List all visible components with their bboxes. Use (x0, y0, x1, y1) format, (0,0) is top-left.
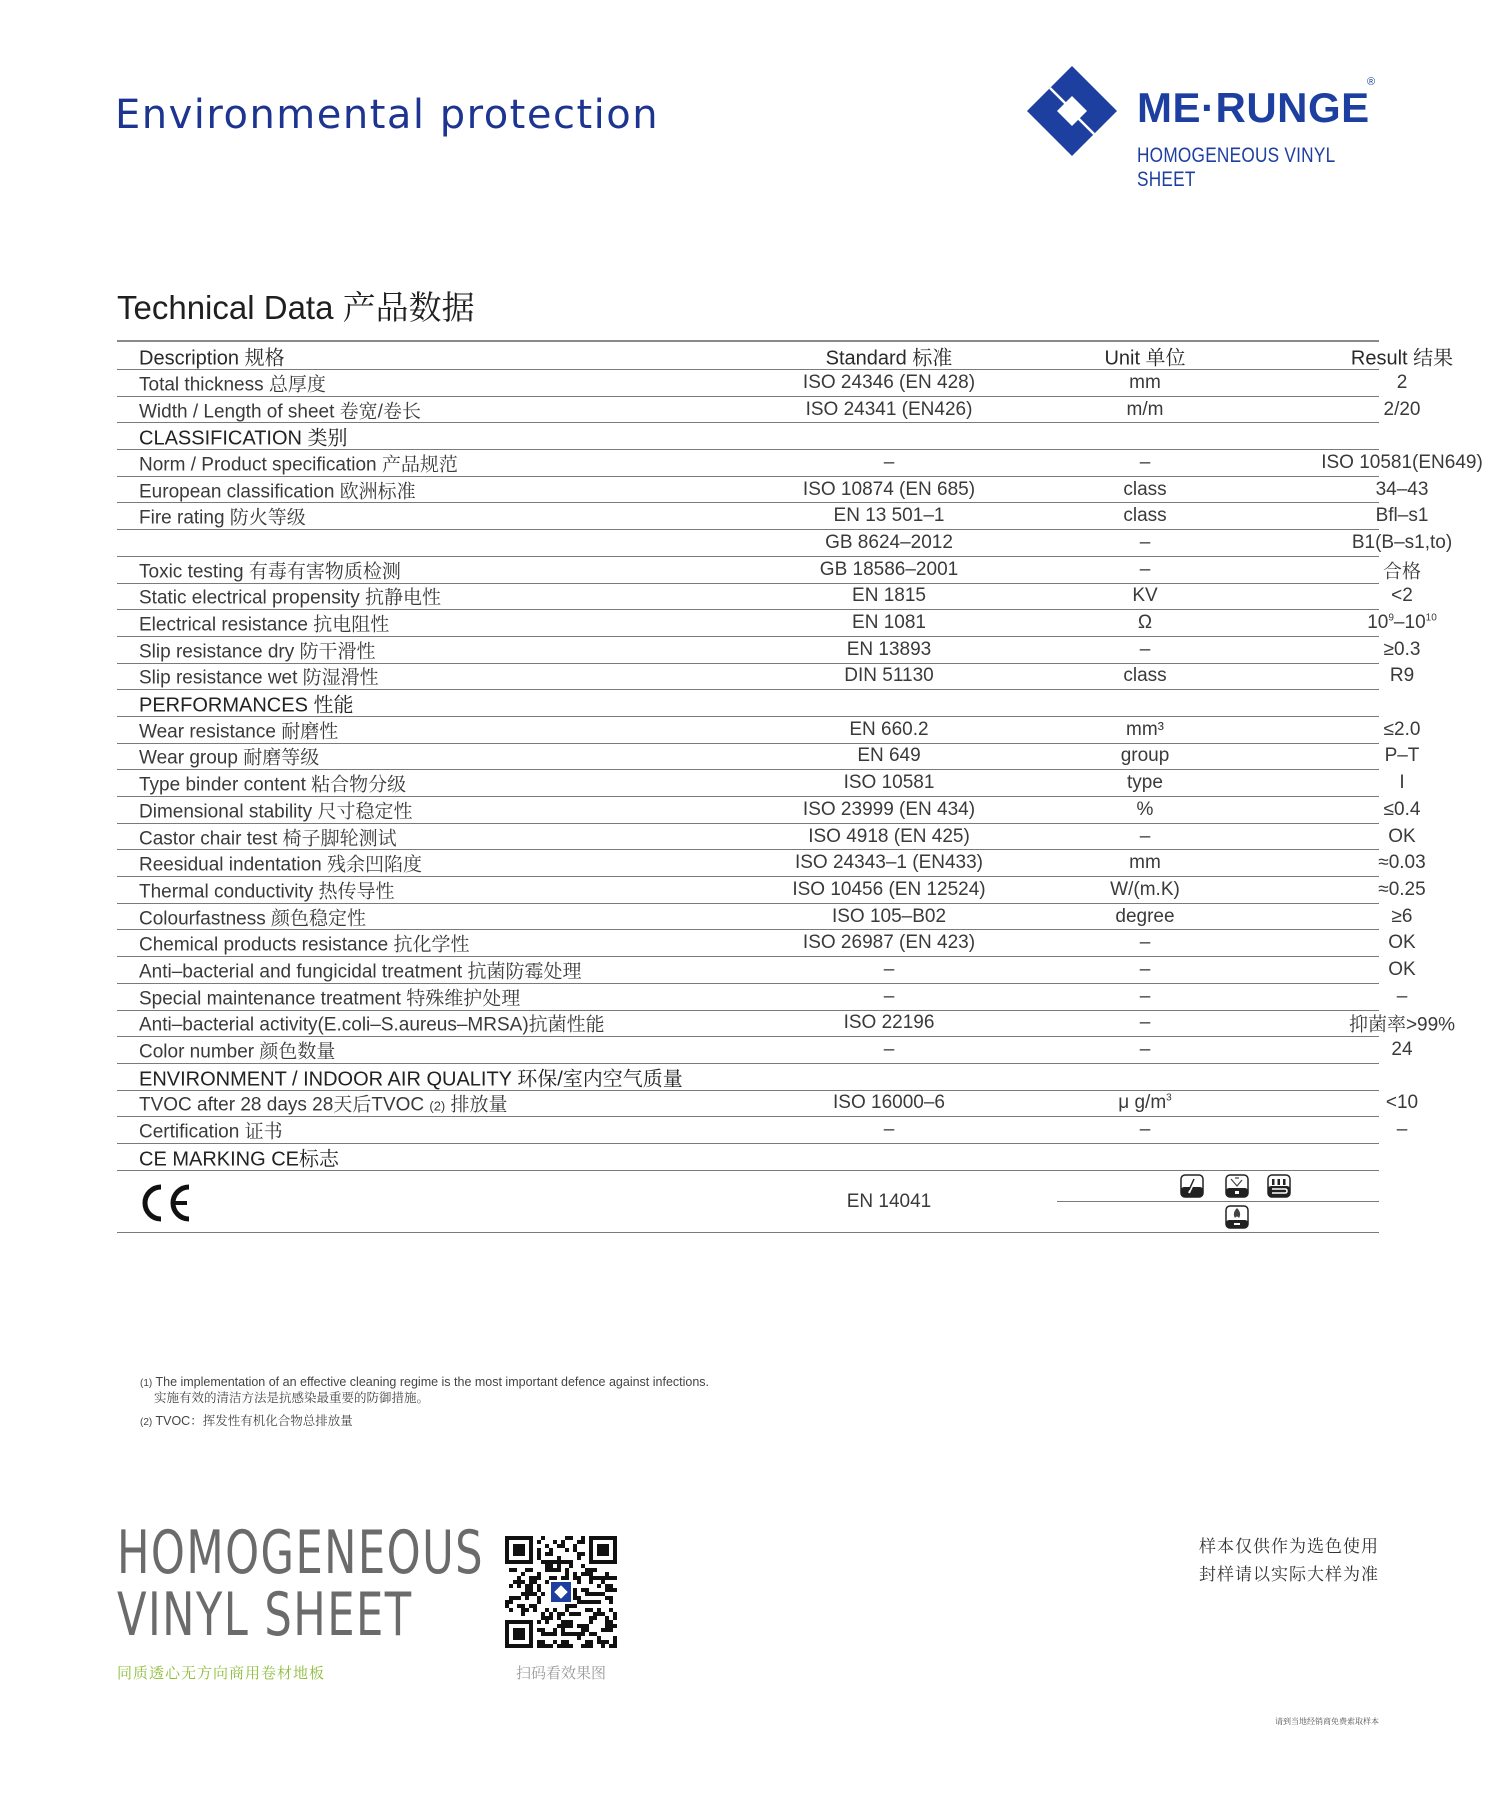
table-section-row (117, 690, 1379, 717)
cell-unit: – (1139, 932, 1151, 954)
header-unit: Unit 单位 (1104, 347, 1186, 369)
cell-result: P–T (1384, 745, 1420, 767)
table-row (117, 664, 1415, 691)
brand-logo (1022, 66, 1382, 191)
cell-unit: – (1139, 958, 1151, 980)
table-row (117, 824, 1416, 851)
sample-note-line1: 样本仅供作为选色使用 (1199, 1537, 1379, 1556)
result-part: 9 (1388, 612, 1394, 624)
header-standard: Standard 标准 (825, 347, 953, 369)
cell-unit: – (1139, 1039, 1151, 1061)
unit-text: μ g/m (1118, 1092, 1167, 1114)
result-part: 10 (1367, 612, 1389, 634)
qr-code[interactable] (505, 1536, 617, 1648)
sample-note-line2: 封样请以实际大样为准 (1199, 1565, 1379, 1584)
table-row (117, 770, 1405, 797)
cell-description: CE MARKING CE标志 (139, 1148, 340, 1171)
cell-standard: DIN 51130 (844, 665, 934, 687)
cell-standard: EN 13893 (846, 638, 932, 660)
footnote-text-en: The implementation of an effective cleaning regime is the most important defence against infections. (155, 1375, 710, 1389)
table-row (117, 530, 1453, 557)
cell-unit: % (1136, 798, 1154, 820)
cell-result: ≥0.3 (1383, 638, 1421, 660)
cell-result: OK (1388, 825, 1416, 847)
cell-result: <2 (1391, 585, 1413, 607)
cell-description: Dimensional stability 尺寸稳定性 (139, 801, 413, 823)
table-row (117, 503, 1429, 530)
footnotes (140, 1375, 709, 1430)
description-text: 排放量 (445, 1094, 508, 1116)
table-section-row (117, 1064, 1379, 1091)
cell-standard: ISO 4918 (EN 425) (808, 825, 970, 847)
cell-standard: GB 18586–2001 (819, 558, 959, 580)
table-row (117, 850, 1426, 877)
cell-result: ≈0.03 (1378, 852, 1426, 874)
product-title (117, 1518, 485, 1650)
ce-marking-row (117, 1171, 1379, 1233)
cell-result: 合格 (1382, 561, 1421, 583)
cell-standard: ISO 23999 (EN 434) (802, 798, 976, 820)
ce-mark-icon (139, 1183, 195, 1223)
table-row (117, 797, 1421, 824)
table-section-row (117, 1144, 1379, 1171)
cell-description: Width / Length of sheet 卷宽/卷长 (139, 401, 421, 423)
table-row (117, 584, 1413, 611)
result-part: 10 (1425, 612, 1437, 624)
cell-unit: – (1139, 1119, 1151, 1141)
cell-standard: – (883, 1119, 895, 1141)
cell-description: Chemical products resistance 抗化学性 (139, 934, 470, 956)
table-row (117, 984, 1408, 1011)
cell-standard: – (883, 985, 895, 1007)
chair-castor-icon (1180, 1174, 1204, 1198)
cell-unit: mm³ (1126, 718, 1164, 740)
product-title-line2: VINYL SHEET (117, 1580, 413, 1650)
description-text: TVOC after 28 days 28天后TVOC (139, 1094, 430, 1116)
cell-description: Special maintenance treatment 特殊维护处理 (139, 988, 521, 1010)
cell-result: I (1399, 772, 1405, 794)
cell-result: 2/20 (1383, 398, 1421, 420)
cell-unit: class (1123, 505, 1167, 527)
cell-description: Anti–bacterial and fungicidal treatment 抗菌防霉处理 (139, 961, 582, 983)
footnote-2 (140, 1414, 709, 1430)
table-row (117, 1091, 1419, 1118)
qr-caption: 扫码看效果图 (515, 1665, 606, 1682)
cell-unit: – (1139, 531, 1151, 553)
cell-result: 24 (1391, 1039, 1413, 1061)
cell-description: Fire rating 防火等级 (139, 507, 306, 529)
cell-standard: ISO 22196 (843, 1012, 935, 1034)
cell-description: Electrical resistance 抗电阻性 (139, 614, 390, 636)
cell-standard: EN 1815 (852, 585, 926, 607)
cell-description: Slip resistance wet 防湿滑性 (139, 667, 379, 689)
cell-description: Certification 证书 (139, 1121, 283, 1143)
cell-unit: group (1120, 745, 1170, 767)
sample-note (1199, 1533, 1379, 1589)
dealer-note: 请到当地经销商免费索取样本 (1275, 1717, 1379, 1726)
table-row (117, 717, 1421, 744)
cell-description: Toxic testing 有毒有害物质检测 (139, 561, 401, 583)
table-row (117, 877, 1426, 904)
footnote-text: TVOC：挥发性有机化合物总排放量 (155, 1414, 353, 1428)
cell-description: Thermal conductivity 热传导性 (139, 881, 395, 903)
table-row (117, 930, 1416, 957)
table-row (117, 904, 1413, 931)
cell-standard: – (883, 958, 895, 980)
cell-result: 抑菌率>99% (1348, 1014, 1456, 1036)
table-row (117, 610, 1437, 637)
cell-standard: EN 1081 (852, 612, 926, 634)
cell-result: Bfl–s1 (1375, 505, 1429, 527)
cell-unit: – (1139, 825, 1151, 847)
cell-result: <10 (1385, 1092, 1419, 1114)
header-description: Description 规格 (139, 347, 285, 369)
cell-standard: ISO 24343–1 (EN433) (794, 852, 983, 874)
cell-unit: KV (1132, 585, 1158, 607)
table-row (117, 557, 1421, 584)
cell-description (139, 1090, 508, 1117)
cell-result: 2 (1396, 371, 1408, 393)
cell-result: – (1396, 985, 1408, 1007)
cell-description: European classification 欧洲标准 (139, 481, 416, 503)
ce-standard: EN 14041 (846, 1190, 932, 1212)
cell-result: OK (1388, 932, 1416, 954)
cell-description: Anti–bacterial activity(E.coli–S.aureus–MRSA)抗菌性能 (139, 1014, 605, 1036)
cell-standard: – (883, 451, 895, 473)
cell-standard: ISO 10456 (EN 12524) (792, 878, 986, 900)
table-row (117, 370, 1408, 397)
table-header-row (117, 340, 1454, 370)
table-row (117, 397, 1421, 424)
cell-unit: – (1139, 985, 1151, 1007)
cell-unit: Ω (1137, 612, 1153, 634)
result-part: 10 (1404, 612, 1426, 634)
table-row (117, 1011, 1456, 1038)
cell-unit: degree (1115, 905, 1175, 927)
cell-result: 34–43 (1375, 478, 1429, 500)
cell-unit: class (1123, 478, 1167, 500)
cell-unit (1047, 1092, 1243, 1114)
foot-traffic-icon (1225, 1174, 1249, 1198)
table-row (117, 477, 1429, 504)
table-row (117, 957, 1416, 984)
cell-unit: – (1139, 558, 1151, 580)
cell-description: Total thickness 总厚度 (139, 374, 326, 396)
cell-description: Color number 颜色数量 (139, 1041, 336, 1063)
footnote-1 (140, 1375, 709, 1391)
table-row (117, 744, 1420, 771)
cell-result: ISO 10581(EN649) (1321, 451, 1483, 473)
footnote-number: (1) (140, 1378, 153, 1389)
cell-unit: class (1123, 665, 1167, 687)
cell-unit: – (1139, 451, 1151, 473)
cell-result: OK (1388, 958, 1416, 980)
cell-result: B1(B–s1,to) (1351, 531, 1453, 553)
cell-standard: ISO 105–B02 (831, 905, 947, 927)
divider (1057, 1201, 1379, 1202)
brand-diamond-icon (1022, 66, 1122, 156)
brand-name: ME·RUNGE (1137, 84, 1370, 131)
footnote-ref: (2) (429, 1098, 446, 1114)
cell-standard: EN 660.2 (849, 718, 929, 740)
cell-description: Wear group 耐磨等级 (139, 747, 320, 769)
table-row (117, 637, 1421, 664)
underfloor-heating-icon (1267, 1174, 1291, 1198)
cell-unit: mm (1129, 371, 1161, 393)
cell-unit: mm (1129, 852, 1161, 874)
cell-description: Colourfastness 颜色稳定性 (139, 908, 367, 930)
cell-description: ENVIRONMENT / INDOOR AIR QUALITY 环保/室内空气质量 (139, 1068, 683, 1091)
unit-exponent: 3 (1166, 1093, 1172, 1105)
section-title: Technical Data 产品数据 (117, 289, 475, 326)
product-title-line1: HOMOGENEOUS (117, 1518, 485, 1588)
table-row (117, 450, 1483, 477)
cell-description: CLASSIFICATION 类别 (139, 427, 348, 450)
cell-standard: ISO 24346 (EN 428) (802, 371, 976, 393)
cell-standard: ISO 10581 (843, 772, 935, 794)
cell-description: PERFORMANCES 性能 (139, 694, 354, 717)
cell-standard: EN 649 (857, 745, 921, 767)
cell-unit: – (1139, 638, 1151, 660)
cell-unit: type (1127, 772, 1163, 794)
cell-description: Type binder content 粘合物分级 (139, 774, 407, 796)
cell-description: Norm / Product specification 产品规范 (139, 454, 458, 476)
technical-data-table (117, 340, 1483, 1233)
cell-result: ≥6 (1391, 905, 1413, 927)
registered-mark: ® (1367, 76, 1376, 88)
fire-rating-icon (1225, 1205, 1249, 1229)
cell-result (1262, 612, 1496, 634)
cell-standard: ISO 10874 (EN 685) (802, 478, 976, 500)
table-row (117, 1117, 1408, 1144)
cell-standard: GB 8624–2012 (825, 531, 953, 553)
product-subtitle: 同质透心无方向商用卷材地板 (117, 1665, 326, 1682)
footnote-number: (2) (140, 1417, 153, 1428)
brand-tagline: HOMOGENEOUS VINYL SHEET (1137, 144, 1335, 191)
cell-unit: m/m (1126, 398, 1164, 420)
cell-description: Castor chair test 椅子脚轮测试 (139, 828, 397, 850)
cell-standard: ISO 24341 (EN426) (805, 398, 973, 420)
cell-result: R9 (1389, 665, 1415, 687)
cell-standard: EN 13 501–1 (833, 505, 945, 527)
result-part: – (1393, 612, 1405, 634)
table-section-row (117, 423, 1379, 450)
cell-result: ≤0.4 (1383, 798, 1421, 820)
cell-description: Static electrical propensity 抗静电性 (139, 587, 441, 609)
cell-result: ≤2.0 (1383, 718, 1421, 740)
cell-unit: – (1139, 1012, 1151, 1034)
page-heading: Environmental protection (115, 92, 660, 138)
cell-description: Wear resistance 耐磨性 (139, 721, 339, 743)
footnote-text-cn: 实施有效的清洁方法是抗感染最重要的防御措施。 (154, 1391, 430, 1405)
cell-standard: ISO 26987 (EN 423) (802, 932, 976, 954)
cell-description: Reesidual indentation 残余凹陷度 (139, 854, 423, 876)
cell-standard: – (883, 1039, 895, 1061)
header-result: Result 结果 (1350, 347, 1454, 369)
cell-description: Slip resistance dry 防干滑性 (139, 641, 376, 663)
cell-result: – (1396, 1119, 1408, 1141)
cell-standard: ISO 16000–6 (833, 1092, 945, 1114)
cell-result: ≈0.25 (1378, 878, 1426, 900)
cell-unit: W/(m.K) (1110, 878, 1180, 900)
table-row (117, 1037, 1413, 1064)
